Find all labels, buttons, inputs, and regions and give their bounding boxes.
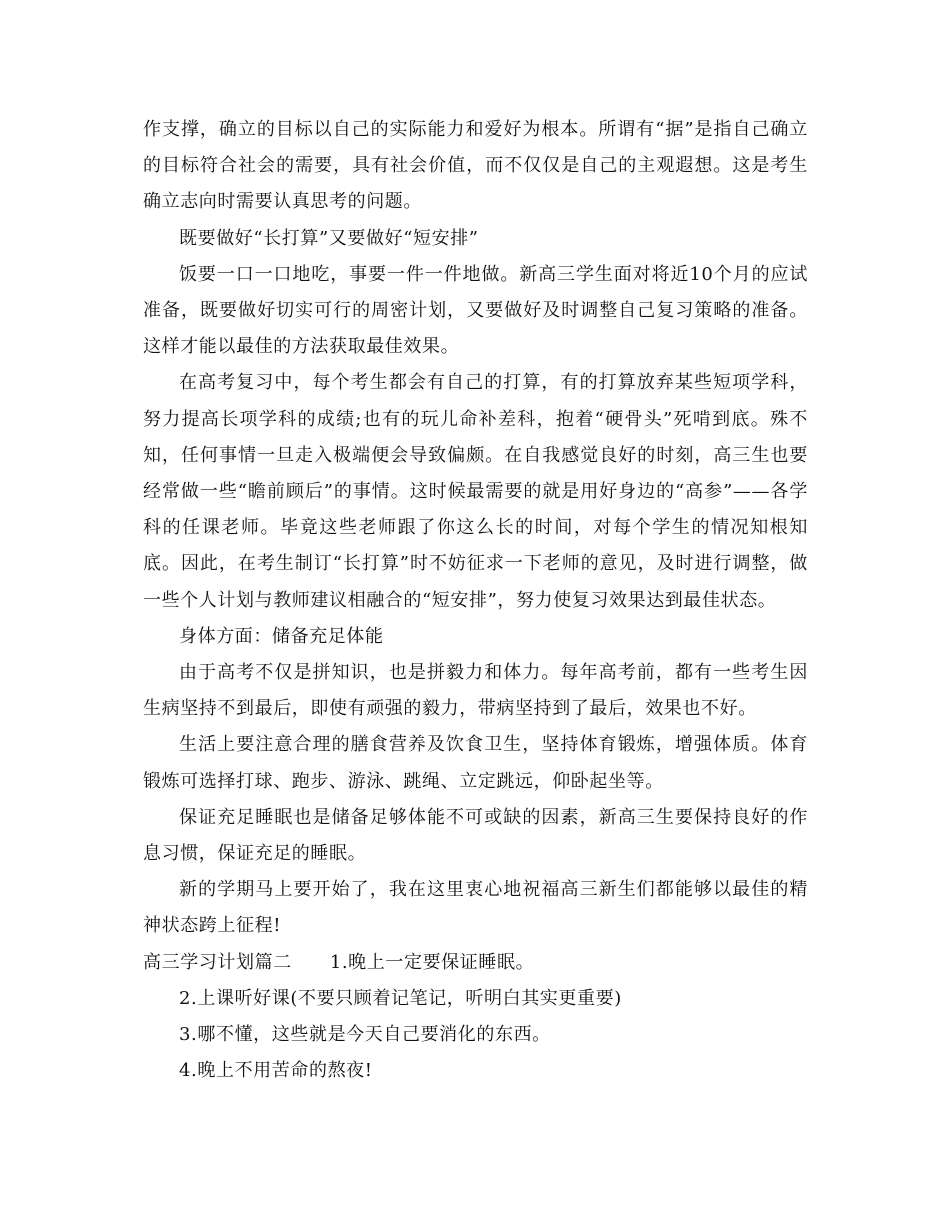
list-item-3: 3.哪不懂，这些就是今天自己要消化的东西。 bbox=[179, 1024, 551, 1046]
paragraph-step-by-step: 饭要一口一口地吃，事要一件一件地做。新高三学生面对将近10个月的应试准备，既要做好切实可行的周密计划，又要做好及时调整自己复习策略的准备。这样才能以最佳的方法获取最佳效果。 bbox=[143, 263, 808, 358]
list-item-1: 1.晚上一定要保证睡眠。 bbox=[329, 951, 535, 973]
subheading-physical-energy: 身体方面：储备充足体能 bbox=[179, 625, 384, 647]
paragraph-stamina: 由于高考不仅是拼知识，也是拼毅力和体力。每年高考前，都有一些考生因生病坚持不到最后，即使有顽强的毅力，带病坚持到了最后，效果也不好。 bbox=[143, 662, 808, 720]
list-item-4: 4.晚上不用苦命的熬夜! bbox=[179, 1060, 373, 1082]
section-two-line bbox=[143, 945, 808, 981]
document-body bbox=[143, 112, 808, 1089]
paragraph-goal-basis: 作支撑，确立的目标以自己的实际能力和爱好为根本。所谓有“据”是指自己确立的目标符合社会的需要，具有社会价值，而不仅仅是自己的主观遐想。这是考生确立志向时需要认真思考的问题。 bbox=[143, 119, 808, 213]
paragraph-sleep: 保证充足睡眠也是储备足够体能不可或缺的因素，新高三生要保持良好的作息习惯，保证充足的睡眠。 bbox=[143, 806, 808, 865]
section-two-title: 高三学习计划篇二 bbox=[143, 951, 292, 973]
list-item-2: 2.上课听好课(不要只顾着记笔记，听明白其实更重要) bbox=[179, 987, 622, 1009]
paragraph-diet-exercise: 生活上要注意合理的膳食营养及饮食卫生，坚持体育锻炼，增强体质。体育锻炼可选择打球、跑步、游泳、跳绳、立定跳远，仰卧起坐等。 bbox=[143, 734, 808, 792]
subheading-long-short-plan: 既要做好“长打算”又要做好“短安排” bbox=[179, 227, 479, 249]
paragraph-blessing: 新的学期马上要开始了，我在这里衷心地祝福高三新生们都能够以最佳的精神状态跨上征程! bbox=[143, 879, 808, 937]
paragraph-review-strategy: 在高考复习中，每个考生都会有自己的打算，有的打算放弃某些短项学科，努力提高长项学科的成绩;也有的玩儿命补差科，抱着“硬骨头”死啃到底。殊不知，任何事情一旦走入极端便会导致偏颇。在自我感觉良好的时刻，高三生也要经常做一些“瞻前顾后”的事情。这时候最需要的就是用好身边的“高参”——各学科的任课老师。毕竟这些老师跟了你这么长的时间，对每个学生的情况知根知底。因此，在考生制订“长打算”时不妨征求一下老师的意见，及时进行调整，做一些个人计划与教师建议相融合的“短安排”，努力使复习效果达到最佳状态。 bbox=[143, 372, 808, 611]
